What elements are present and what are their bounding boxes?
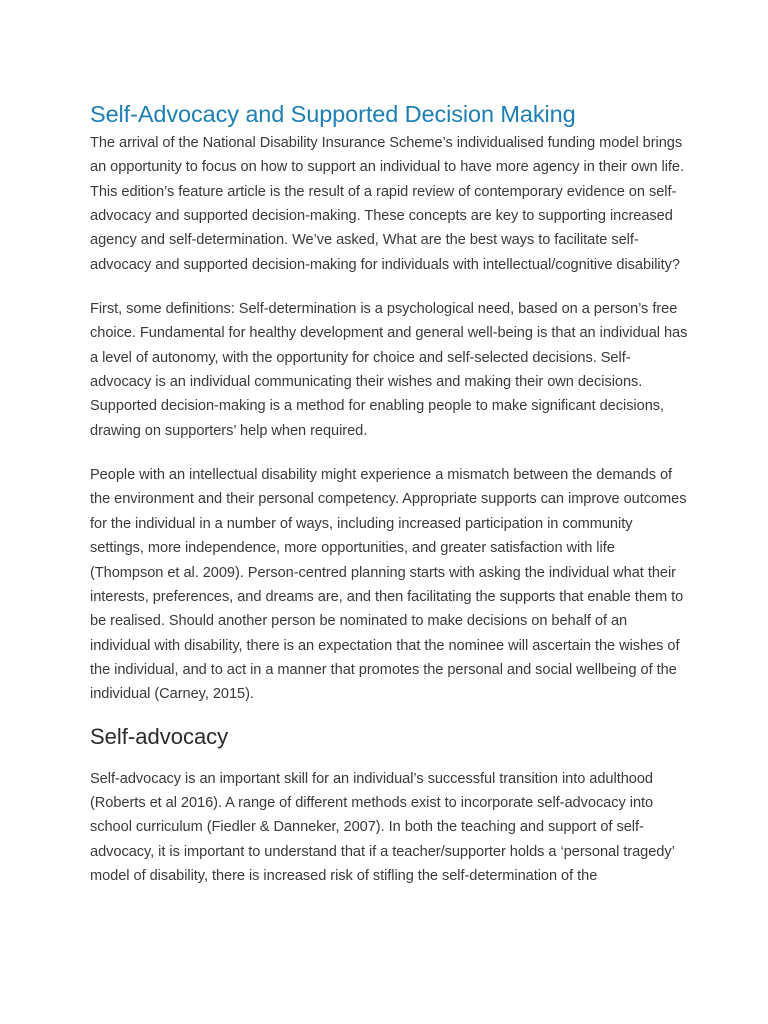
supports-paragraph: People with an intellectual disability might experience a mismatch between the demands of the environment and their personal competency. Appropriate supports can improve outcomes for the individual in a number of ways, including increased participation in community settings, more independence, more opportunities, and greater satisfaction with life (Thompson et al. 2009). Person-centred planning starts with asking the individual what their interests, preferences, and dreams are, and then facilitating the supports that enable them to be realised. Should another person be nominated to make decisions on behalf of an individual with disability, there is an expectation that the nominee will ascertain the wishes of the individual, and to act in a manner that promotes the personal and social wellbeing of the individual (Carney, 2015).: [90, 467, 687, 703]
intro-paragraph: The arrival of the National Disability Insurance Scheme’s individualised funding model brings an opportunity to focus on how to support an individual to have more agency in their own life. This edition’s feature article is the result of a rapid review of contemporary evidence on self-advocacy and supported decision-making. These concepts are key to supporting increased agency and self-determination. We’ve asked, What are the best ways to facilitate self-advocacy and supported decision-making for individuals with intellectual/cognitive disability?: [90, 135, 685, 273]
article-title: Self-Advocacy and Supported Decision Making: [90, 101, 576, 127]
self-advocacy-paragraph: Self-advocacy is an important skill for an individual’s successful transition into adulthood (Roberts et al 2016). A range of different methods exist to incorporate self-advocacy into school curriculum (Fiedler & Danneker, 2007). In both the teaching and support of self-advocacy, it is important to understand that if a teacher/supporter holds a ‘personal tragedy’ model of disability, there is increased risk of stifling the self-determination of the: [90, 770, 675, 884]
section-heading: Self-advocacy: [90, 723, 229, 749]
definitions-paragraph: First, some definitions: Self-determination is a psychological need, based on a person’s free choice. Fundamental for healthy development and general well-being is that an individual has a level of autonomy, with the opportunity for choice and self-selected decisions. Self-advocacy is an individual communicating their wishes and making their own decisions. Supported decision-making is a method for enabling people to make significant decisions, drawing on supporters’ help when required.: [90, 301, 688, 439]
